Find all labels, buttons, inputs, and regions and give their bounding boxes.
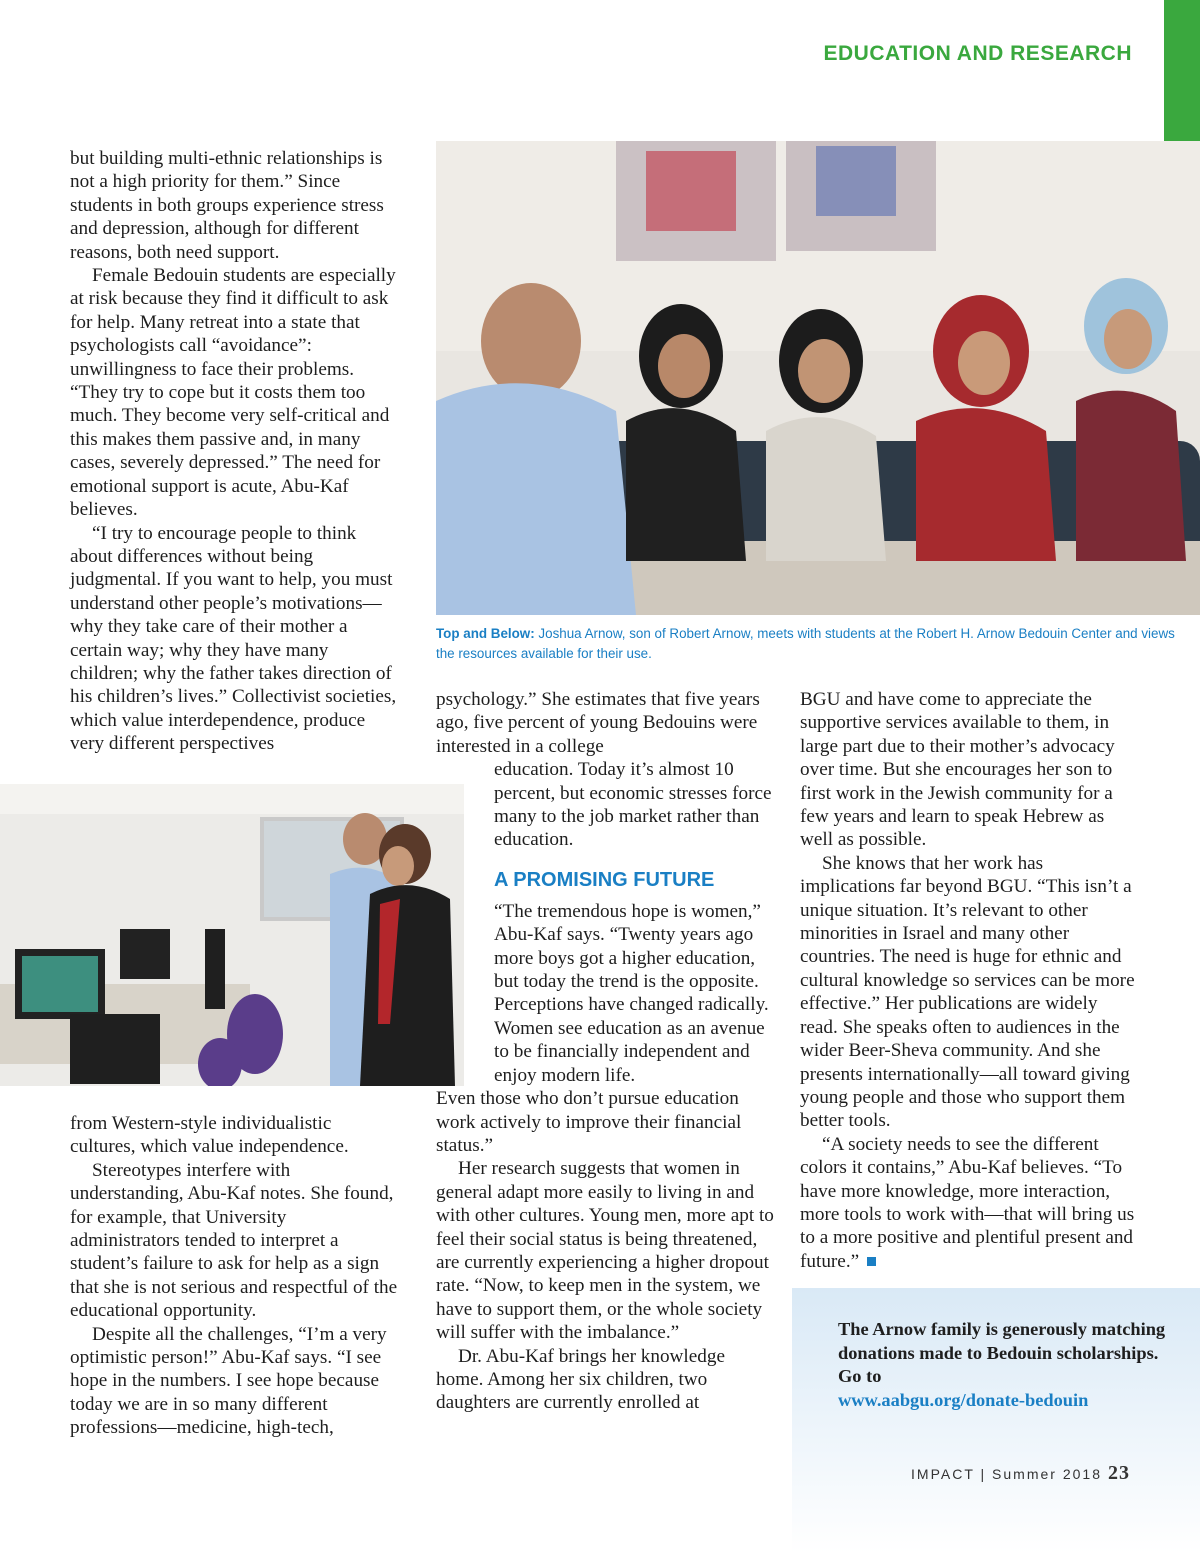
- donation-callout: [792, 1288, 1200, 1553]
- section-heading: EDUCATION AND RESEARCH: [823, 42, 1132, 65]
- caption-text: Joshua Arnow, son of Robert Arnow, meets with students at the Robert H. Arnow Bedouin Center and views the resources available for their use.: [436, 626, 1175, 661]
- page-number: 23: [1108, 1462, 1130, 1484]
- paragraph: She knows that her work has implications far beyond BGU. “This isn’t a unique situation. It’s relevant to other minorities in Israel and many other countries. The need is huge for ethnic and cultural knowledge so services can be more effective.” Her publications are widely read. She speaks often to audiences in the wider Beer-Sheva community. And she presents internationally—all toward giving young people and those who support them better tools.: [800, 852, 1135, 1132]
- page-footer: [911, 1462, 1130, 1485]
- photo-caption: [436, 624, 1176, 664]
- closing-quote: “A society needs to see the different colors it contains,” Abu-Kaf believes. “To have more knowledge, more interaction, more tools to work with—that will bring us to a more positive and plentiful present and future.”: [800, 1133, 1135, 1272]
- column-2: [436, 688, 776, 1415]
- column-1-top: [70, 147, 400, 756]
- column-3: [800, 688, 1136, 1273]
- subheading: A PROMISING FUTURE: [494, 868, 715, 891]
- paragraph: psychology.” She estimates that five years ago, five percent of young Bedouins were interested in a college: [436, 689, 760, 757]
- publication-name: IMPACT | Summer 2018: [911, 1466, 1102, 1482]
- paragraph: but building multi-ethnic relationships is not a high priority for them.” Since students in both groups experience stress and depression, although for different reasons, both need support.: [70, 148, 384, 263]
- paragraph: Stereotypes interfere with understanding, Abu-Kaf notes. She found, for example, that University administrators tended to interpret a student’s failure to ask for help as a sign that she is not serious and respectful of the educational opportunity.: [70, 1159, 398, 1322]
- paragraph: BGU and have come to appreciate the supportive services available to them, in large part due to their mother’s advocacy over time. But she encourages her son to first work in the Jewish community for a few years and learn to speak Hebrew as well as possible.: [800, 689, 1115, 851]
- paragraph: Despite all the challenges, “I’m a very optimistic person!” Abu-Kaf says. “I see hope in the numbers. I see hope because today we are in so many different professions—medicine, high-tech,: [70, 1323, 387, 1439]
- donation-text: The Arnow family is generously matching donations made to Bedouin scholarships. Go to: [838, 1319, 1166, 1386]
- end-of-article-mark: [867, 1257, 876, 1266]
- paragraph: Even those who don’t pursue education work actively to improve their financial status.”: [436, 1088, 742, 1156]
- paragraph: [800, 1133, 1136, 1273]
- donation-text-block: [838, 1318, 1178, 1412]
- computer-room-photo: [0, 784, 464, 1086]
- paragraph: from Western-style individualistic cultures, which value independence.: [70, 1113, 349, 1158]
- paragraph: Dr. Abu-Kaf brings her knowledge home. Among her six children, two daughters are currently enrolled at: [436, 1345, 725, 1414]
- donation-link[interactable]: www.aabgu.org/donate-bedouin: [838, 1389, 1089, 1410]
- column-1-bottom: [70, 1112, 400, 1440]
- paragraph: “I try to encourage people to think about differences without being judgmental. If you want to help, you must understand other people’s motivations—why they take care of their mother a certain way; why they have many children; why the father takes direction of his children’s lives.” Collectivist societies, which value interdependence, produce very different perspectives: [70, 522, 397, 755]
- caption-lead: Top and Below:: [436, 626, 535, 641]
- students-meeting-photo: [436, 141, 1200, 615]
- wrapped-block: [494, 758, 776, 1087]
- paragraph: Female Bedouin students are especially at risk because they find it difficult to ask for help. Many retreat into a state that psychologists call “avoidance”: unwillingness to face their problems. “They try to cope but it costs them too much. They become very self-critical and this makes them passive and, in many cases, severely depressed.” The need for emotional support is acute, Abu-Kaf believes.: [70, 265, 396, 521]
- paragraph: education. Today it’s almost 10 percent, but economic stresses force many to the job market rather than education.: [494, 759, 772, 851]
- paragraph: Her research suggests that women in general adapt more easily to living in and with other cultures. Young men, more apt to feel their social status is being threatened, are currently experiencing a higher dropout rate. “Now, to keep men in the system, we have to support them, or the whole society will suffer with the imbalance.”: [436, 1158, 774, 1344]
- section-color-tab: [1164, 0, 1200, 141]
- paragraph: “The tremendous hope is women,” Abu-Kaf says. “Twenty years ago more boys got a higher education, but today the trend is the opposite. Perceptions have changed radically. Women see education as an avenue to be financially independent and enjoy modern life.: [494, 900, 769, 1086]
